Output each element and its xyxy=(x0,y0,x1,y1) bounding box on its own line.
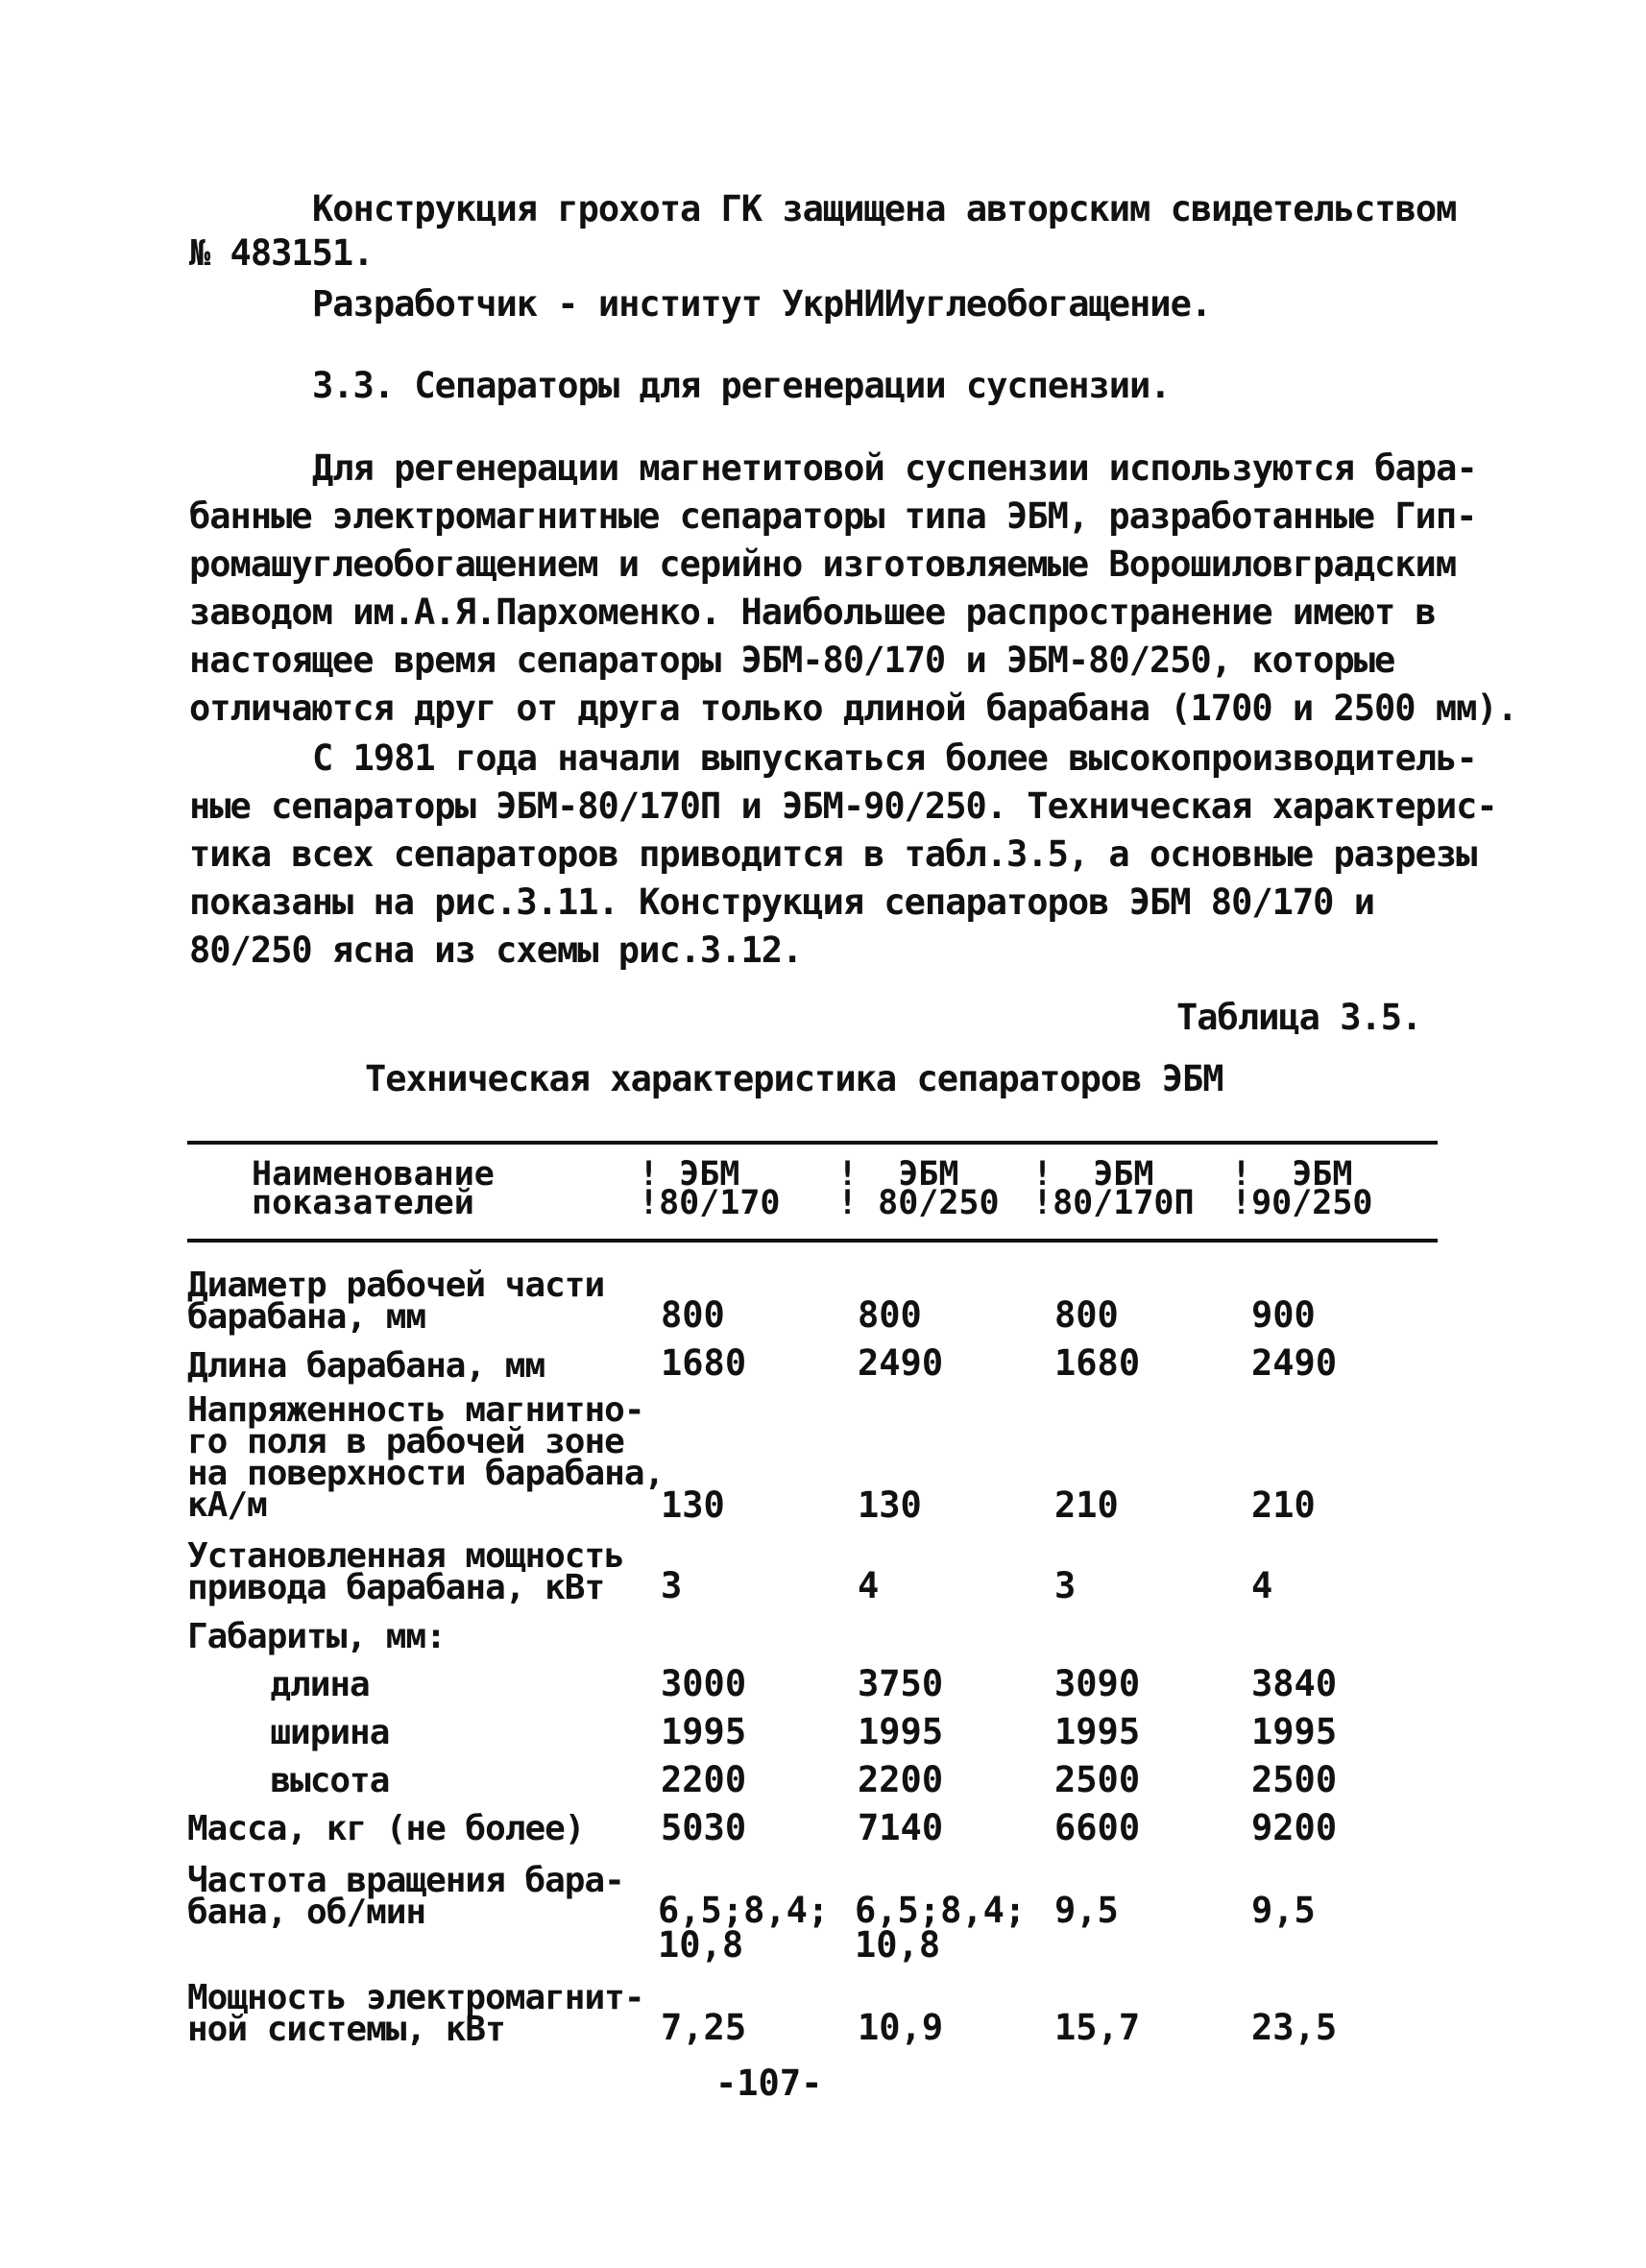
table-cell: 4 xyxy=(858,1565,880,1606)
table-cell: 1680 xyxy=(661,1342,747,1384)
paragraph-line: банные электромагнитные сепараторы типа ЭБМ, разработанные Гип- xyxy=(189,495,1477,537)
table-cell: 1680 xyxy=(1054,1342,1141,1384)
paragraph-line: № 483151. xyxy=(189,232,374,274)
row-label: на поверхности барабана, xyxy=(187,1454,665,1493)
column-header: !80/170П xyxy=(1032,1184,1195,1222)
row-label: привода барабана, кВт xyxy=(187,1568,605,1607)
row-label: Напряженность магнитно- xyxy=(187,1390,644,1430)
table-cell: 9200 xyxy=(1251,1807,1338,1848)
column-header: ! ЭБМ xyxy=(1032,1155,1154,1194)
row-label: Частота вращения бара- xyxy=(187,1861,624,1900)
table-cell: 3750 xyxy=(858,1663,944,1704)
table-cell: 2490 xyxy=(1251,1342,1338,1384)
paragraph-line: настоящее время сепараторы ЭБМ-80/170 и ЭБМ-80/250, которые xyxy=(189,639,1395,681)
table-cell: 1995 xyxy=(661,1711,747,1752)
table-cell: 210 xyxy=(1054,1484,1119,1526)
paragraph-line: ромашуглеобогащением и серийно изготовляемые Ворошиловградским xyxy=(189,543,1457,585)
row-label: Масса, кг (не более) xyxy=(187,1809,585,1848)
table-cell: 2500 xyxy=(1054,1759,1141,1800)
table-cell: 1995 xyxy=(858,1711,944,1752)
table-number: Таблица 3.5. xyxy=(1176,997,1422,1038)
paragraph-line: Для регенерации магнетитовой суспензии используются бара- xyxy=(312,447,1477,489)
paragraph-line: Разработчик - институт УкрНИИуглеобогащение. xyxy=(312,283,1212,325)
row-label: длина xyxy=(230,1665,370,1704)
row-label: го поля в рабочей зоне xyxy=(187,1422,624,1461)
paragraph-line: Конструкция грохота ГК защищена авторским свидетельством xyxy=(312,188,1457,229)
table-cell: 3840 xyxy=(1251,1663,1338,1704)
table-cell: 800 xyxy=(1054,1294,1119,1336)
row-label: кА/м xyxy=(187,1485,267,1525)
paragraph-line: 80/250 ясна из схемы рис.3.12. xyxy=(189,929,803,971)
paragraph-line: заводом им.А.Я.Пархоменко. Наибольшее распространение имеют в xyxy=(189,591,1436,633)
row-label: Мощность электромагнит- xyxy=(187,1978,644,2017)
table-cell: 6,5;8,4; 10,8 xyxy=(855,1890,1027,1966)
column-header: ! ЭБМ xyxy=(837,1155,959,1194)
table-cell: 130 xyxy=(858,1484,922,1526)
table-cell: 130 xyxy=(661,1484,725,1526)
row-label: барабана, мм xyxy=(187,1297,426,1337)
table-cell: 23,5 xyxy=(1251,2007,1338,2048)
column-header: !80/170 xyxy=(639,1184,781,1222)
table-cell: 900 xyxy=(1251,1294,1316,1336)
table-cell: 15,7 xyxy=(1054,2007,1141,2048)
paragraph-line: ные сепараторы ЭБМ-80/170П и ЭБМ-90/250. Техническая характерис- xyxy=(189,785,1497,827)
table-cell: 7140 xyxy=(858,1807,944,1848)
table-cell: 3 xyxy=(1054,1565,1077,1606)
table-title: Техническая характеристика сепараторов ЭБМ xyxy=(365,1058,1223,1099)
table-cell: 6,5;8,4; 10,8 xyxy=(658,1890,830,1966)
table-cell: 210 xyxy=(1251,1484,1316,1526)
paragraph-line: отличаются друг от друга только длиной барабана (1700 и 2500 мм). xyxy=(189,688,1517,729)
table-top-rule xyxy=(187,1141,1438,1145)
page-number: -107- xyxy=(715,2063,823,2104)
table-cell: 800 xyxy=(661,1294,725,1336)
row-label: ширина xyxy=(230,1713,390,1752)
table-cell: 2200 xyxy=(661,1759,747,1800)
row-label: Длина барабана, мм xyxy=(187,1346,545,1386)
paragraph-line: тика всех сепараторов приводится в табл.3.5, а основные разрезы xyxy=(189,833,1477,875)
header-label-line: Наименование xyxy=(252,1155,495,1194)
table-cell: 7,25 xyxy=(661,2007,747,2048)
section-heading: 3.3. Сепараторы для регенерации суспензии. xyxy=(312,365,1171,406)
column-header: ! ЭБМ xyxy=(639,1155,740,1194)
table-header-rule xyxy=(187,1239,1438,1243)
table-cell: 6600 xyxy=(1054,1807,1141,1848)
table-cell: 5030 xyxy=(661,1807,747,1848)
table-cell: 3 xyxy=(661,1565,683,1606)
table-cell: 4 xyxy=(1251,1565,1273,1606)
table-cell: 2200 xyxy=(858,1759,944,1800)
header-label-line: показателей xyxy=(252,1184,474,1222)
table-cell: 1995 xyxy=(1251,1711,1338,1752)
table-cell: 10,9 xyxy=(858,2007,944,2048)
row-label: Габариты, мм: xyxy=(187,1617,446,1656)
table-cell: 1995 xyxy=(1054,1711,1141,1752)
table-cell: 3000 xyxy=(661,1663,747,1704)
column-header: !90/250 xyxy=(1231,1184,1373,1222)
row-label: Диаметр рабочей части xyxy=(187,1266,605,1305)
table-cell: 3090 xyxy=(1054,1663,1141,1704)
row-label: ной системы, кВт xyxy=(187,2010,505,2049)
table-cell: 9,5 xyxy=(1054,1890,1119,1931)
row-label: бана, об/мин xyxy=(187,1893,426,1932)
table-cell: 2500 xyxy=(1251,1759,1338,1800)
row-label: Установленная мощность xyxy=(187,1536,624,1576)
column-header: ! 80/250 xyxy=(837,1184,1000,1222)
paragraph-line: С 1981 года начали выпускаться более высокопроизводитель- xyxy=(312,737,1477,779)
table-cell: 9,5 xyxy=(1251,1890,1316,1931)
table-cell: 2490 xyxy=(858,1342,944,1384)
table-cell: 800 xyxy=(858,1294,922,1336)
column-header: ! ЭБМ xyxy=(1231,1155,1353,1194)
paragraph-line: показаны на рис.3.11. Конструкция сепараторов ЭБМ 80/170 и xyxy=(189,881,1375,923)
row-label: высота xyxy=(230,1761,390,1800)
